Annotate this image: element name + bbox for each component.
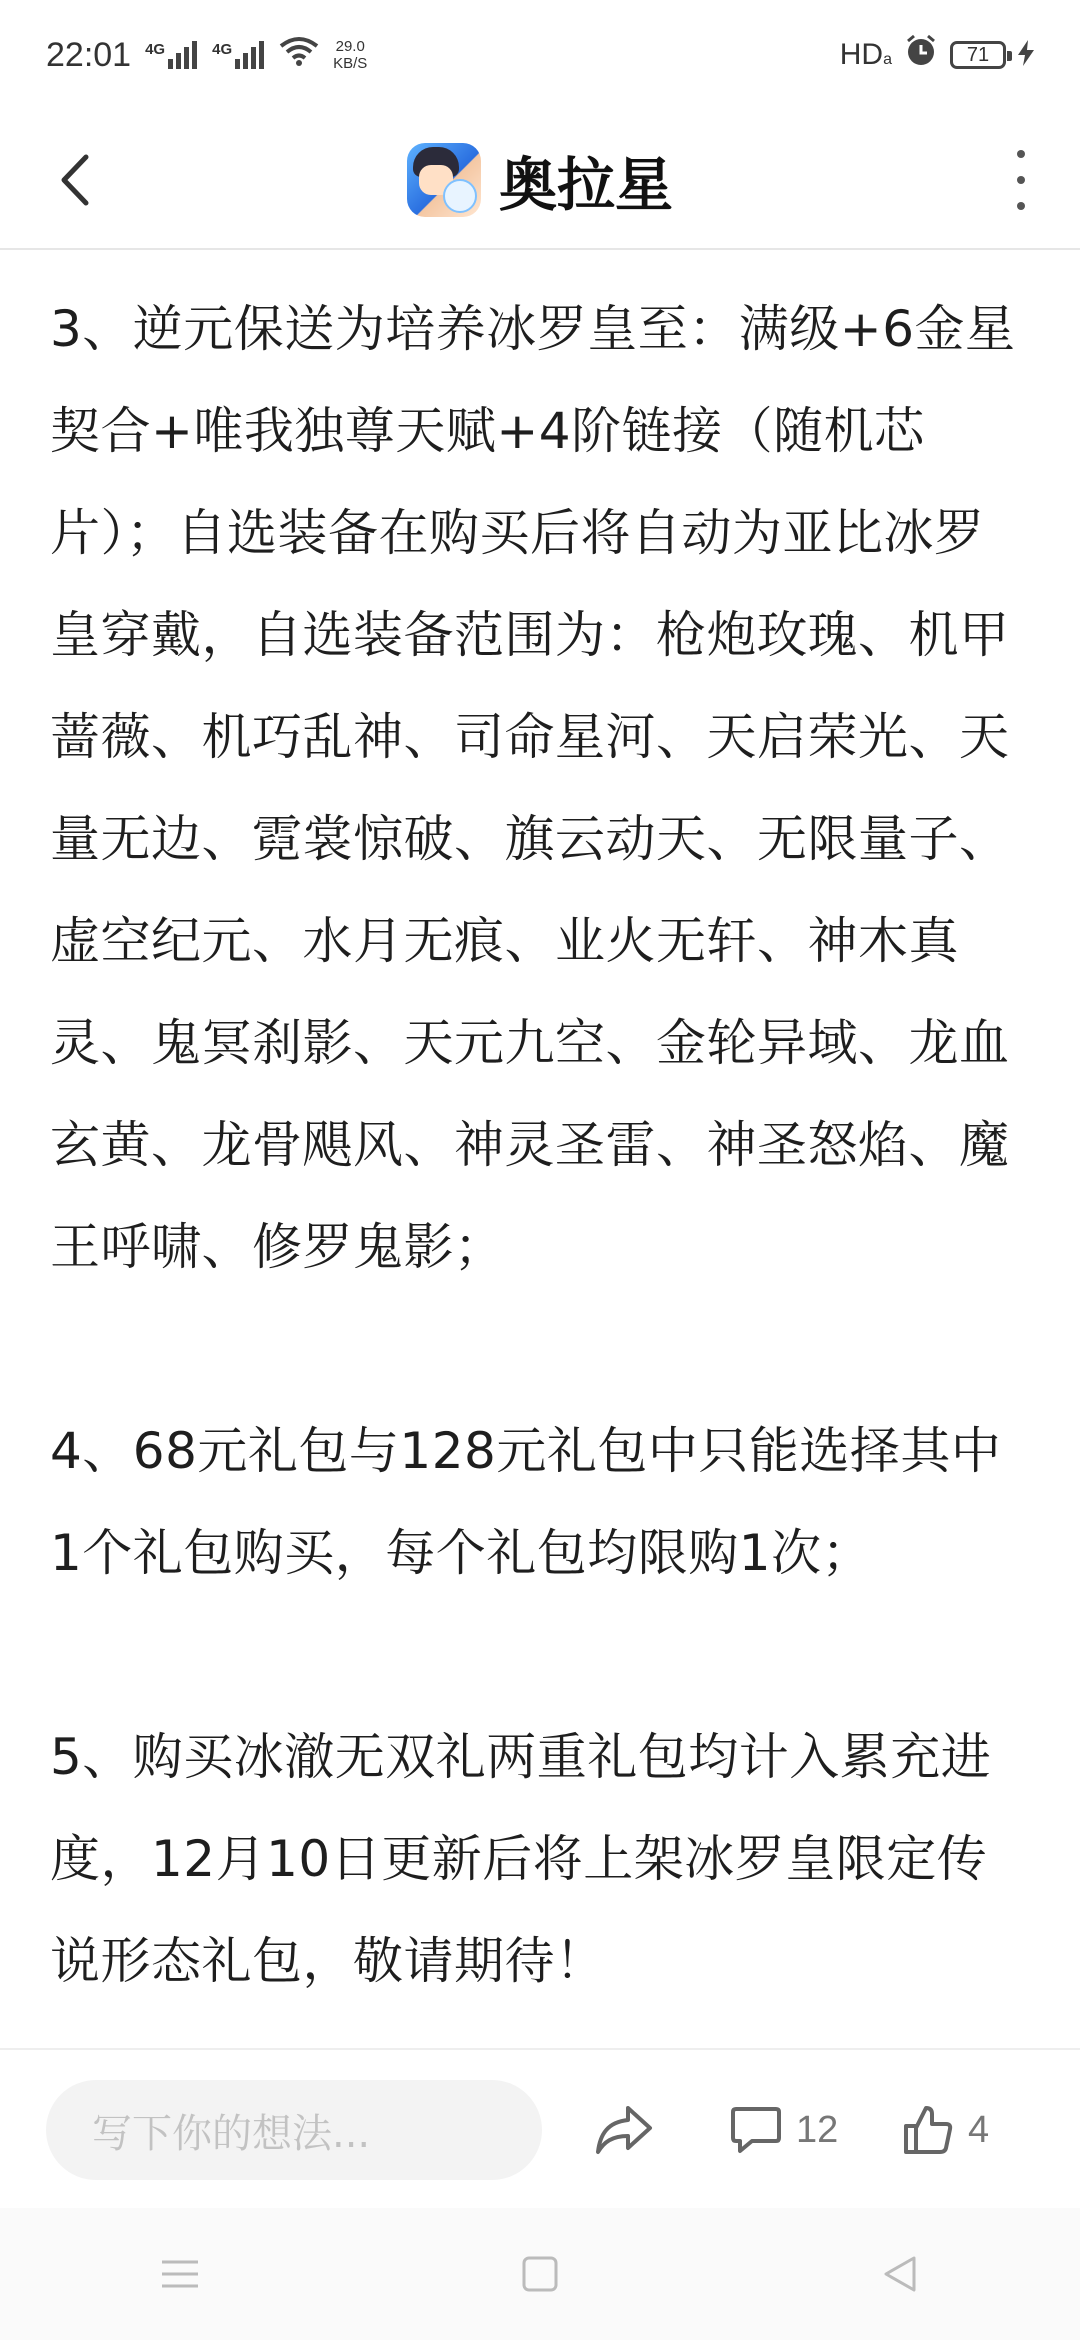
signal-4g-icon-2: 4G xyxy=(212,41,265,69)
charging-icon xyxy=(1018,36,1034,75)
hd-label: HDa xyxy=(839,38,892,71)
like-button[interactable] xyxy=(902,2090,989,2170)
comment-placeholder: 写下你的想法... xyxy=(92,2110,371,2157)
nav-home-button[interactable] xyxy=(500,2234,580,2314)
share-button[interactable] xyxy=(594,2090,654,2170)
article-paragraph-3: 3、逆元保送为培养冰罗皇至：满级+6金星契合+唯我独尊天赋+4阶链接（随机芯片）；自选装备在购买后将自动为亚比冰罗皇穿戴，自选装备范围为：枪炮玫瑰、机甲蔷薇、机巧乱神、司命星河、天启荣光、天量无边、霓裳惊破、旗云动天、无限量子、虚空纪元、水月无痕、业火无轩、神木真灵、鬼冥刹影、天元九空、金轮异域、龙血玄黄、龙骨飓风、神灵圣雷、神圣怒焰、魔王呼啸、修罗鬼影； xyxy=(50,300,1016,1276)
home-square-icon xyxy=(520,2254,560,2294)
vertical-dots-icon xyxy=(1017,150,1025,158)
battery-indicator: 71 xyxy=(950,41,1006,69)
top-bar xyxy=(0,110,1080,250)
title-group[interactable] xyxy=(0,130,1080,230)
comment-bubble-icon xyxy=(730,2105,782,2155)
article-content[interactable] xyxy=(0,250,1080,2048)
nav-back-button[interactable] xyxy=(860,2234,940,2314)
comment-input[interactable] xyxy=(46,2080,542,2180)
clock: 22:01 xyxy=(46,35,132,74)
more-options-button[interactable] xyxy=(1006,150,1036,210)
app-icon xyxy=(407,143,481,217)
wifi-icon xyxy=(279,36,319,75)
network-speed: 29.0 KB/S xyxy=(333,38,368,72)
share-arrow-icon xyxy=(594,2104,654,2156)
article-paragraph-4: 4、68元礼包与128元礼包中只能选择其中1个礼包购买，每个礼包均限购1次； xyxy=(50,1422,1002,1582)
status-left xyxy=(46,36,367,75)
status-right xyxy=(840,34,1034,77)
status-bar xyxy=(0,0,1080,110)
thumbs-up-icon xyxy=(902,2104,954,2156)
menu-icon xyxy=(160,2258,200,2290)
comment-button[interactable] xyxy=(730,2090,838,2170)
alarm-icon xyxy=(904,34,938,77)
system-nav-bar xyxy=(0,2208,1080,2340)
bottom-action-bar xyxy=(0,2048,1080,2208)
comment-count: 12 xyxy=(796,2108,839,2151)
nav-menu-button[interactable] xyxy=(140,2234,220,2314)
page-title: 奥拉星 xyxy=(498,151,673,219)
like-count: 4 xyxy=(968,2108,990,2151)
back-triangle-icon xyxy=(880,2254,920,2294)
article-paragraph-5: 5、购买冰澈无双礼两重礼包均计入累充进度，12月10日更新后将上架冰罗皇限定传说形态礼包，敬请期待！ xyxy=(50,1728,992,1990)
signal-4g-icon-1: 4G xyxy=(145,41,198,69)
